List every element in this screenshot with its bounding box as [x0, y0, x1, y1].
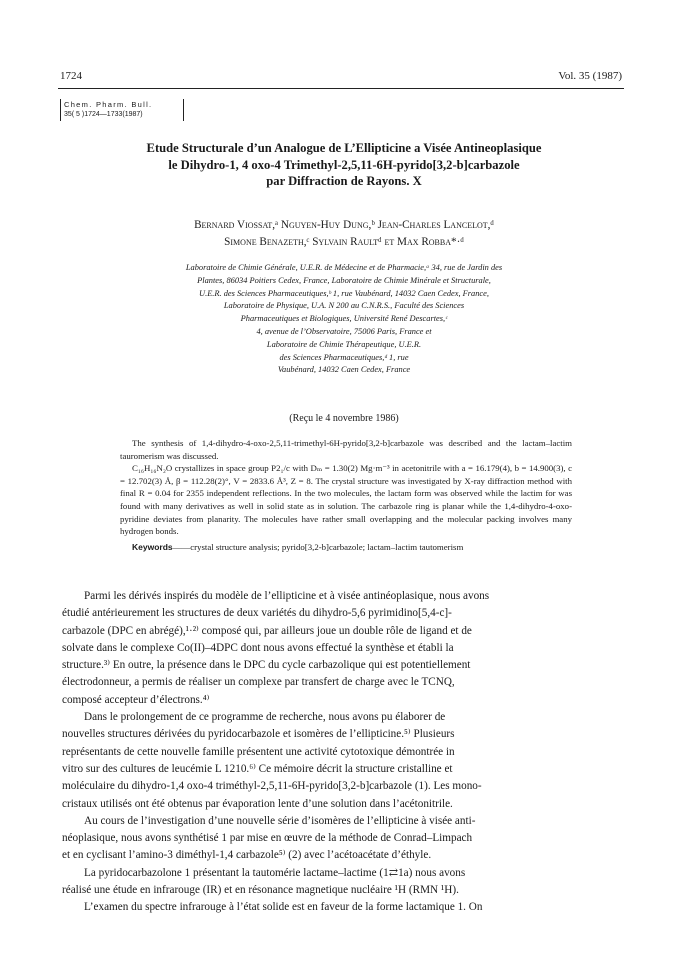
body-paragraph-3 [62, 813, 626, 865]
affiliation-line: 4, avenue de l’Observatoire, 75006 Paris, France et [256, 326, 432, 336]
body-line: composé accepteur d’électrons.⁴⁾ [62, 693, 210, 706]
page-number: 1724 [60, 70, 82, 82]
body-line: vitro sur des cultures de leucémie L 1210.⁶⁾ Ce mémoire décrit la structure cristalline et [62, 762, 453, 775]
body-line: cristaux utilisés ont été obtenus par évaporation lente d’une solution dans l’acétonitrile. [62, 797, 453, 810]
citation-reference: 35( 5 )1724—1733(1987) [64, 111, 143, 118]
keywords-line [120, 541, 572, 554]
body-line: La pyridocarbazolone 1 présentant la tautomérie lactame–lactime (1⇄1a) nous avons [84, 866, 466, 879]
affiliation-line: Vaubénard, 14032 Caen Cedex, France [277, 365, 411, 375]
author-list [70, 217, 618, 251]
body-line: étudié antérieurement les structures de deux variétés du dihydro-5,6 pyrimidino[5,4-c]- [62, 607, 452, 620]
keywords-text: ——crystal structure analysis; pyrido[3,2-b]carbazole; lactam–lactim tautomerism [172, 541, 464, 552]
body-line: électrodonneur, a permis de réaliser un complexe par transfert de charge avec le TCNQ, [62, 676, 455, 689]
header-rule [58, 88, 624, 89]
body-line: moléculaire du dihydro-1,4 oxo-4 triméthyl-2,5,11-6H-pyrido[3,2-b]carbazole (1). Les mono- [62, 780, 482, 793]
affiliation-line: Plantes, 86034 Poitiers Cedex, France, Laboratoire de Chimie Minérale et Structurale, [197, 275, 491, 285]
body-line: structure.³⁾ En outre, la présence dans le DPC du cycle carbazolique qui est potentiellement [62, 659, 471, 672]
body-line: Au cours de l’investigation d’une nouvelle série d’isomères de l’ellipticine à visée anti- [84, 814, 476, 827]
body-paragraph-1 [62, 588, 626, 709]
body-paragraph-5 [62, 899, 626, 916]
body-line: réalisé une étude en infrarouge (IR) et en résonance magnetique nucléaire ¹H (RMN ¹H). [62, 884, 459, 897]
body-paragraph-2 [62, 709, 626, 813]
volume-label: Vol. 35 (1987) [558, 70, 622, 82]
affiliation-line: des Sciences Pharmaceutiques,ᵈ 1, rue [279, 352, 409, 362]
authors-line-2: Simone Benazeth,ᶜ Sylvain Raultᵈ et Max Robba*·ᵈ [224, 236, 464, 248]
affiliation-line: Laboratoire de Chimie Thérapeutique, U.E.R. [266, 339, 422, 349]
title-line-1: Etude Structurale d’un Analogue de L’Ellipticine a Visée Antineoplasique [146, 141, 542, 155]
body-line: L’examen du spectre infrarouge à l’état solide est en faveur de la forme lactamique 1. On [84, 901, 483, 914]
body-line: carbazole (DPC en abrégé),¹·²⁾ composé qui, par ailleurs joue un double rôle de ligand et de [62, 624, 472, 637]
abstract-paragraph-2: C₁₆H₁₆N₂O crystallizes in space group P2₁/c with Dₘ = 1.30(2) Mg·m⁻³ in acetonitrile with a = 16.179(4), b = 14.900(3), c = 12.702(3) Å, β = 112.28(2)°, V = 2833.6 Å³, Z = 8. The crystal structure was investigated by X-ray diffraction method with final R = 0.04 for 2355 independent reflections. In the two molecules, the lactam form was observed while the lactim for was found with many derivatives as well in solid state as in solution. The carbazole ring is planar while the 1,4-dihydro-4-oxo-pyridine deviates from planarity. The molecules have rather small overlapping and the molecular packing involves many hydrogen bonds. [120, 463, 572, 537]
citation-journal: Chem. Pharm. Bull. [64, 100, 153, 109]
keywords-label: Keywords [132, 541, 173, 552]
affiliations [100, 262, 588, 377]
received-date: (Reçu le 4 novembre 1986) [289, 413, 399, 424]
citation-box [60, 99, 184, 121]
article-body [62, 588, 626, 917]
abstract-paragraph-1: The synthesis of 1,4-dihydro-4-oxo-2,5,11-trimethyl-6H-pyrido[3,2-b]carbazole was described and the lactam–lactim tauromerism was discussed. [120, 438, 572, 461]
article-title [70, 140, 618, 190]
affiliation-line: U.E.R. des Sciences Pharmaceutiques,ᵇ 1, rue Vaubénard, 14032 Caen Cedex, France, [199, 288, 489, 298]
body-line: néoplasique, nous avons synthétisé 1 par mise en œuvre de la méthode de Conrad–Limpach [62, 832, 473, 845]
body-line: Parmi les dérivés inspirés du modèle de l’ellipticine et à visée antinéoplasique, nous avons [84, 590, 490, 602]
abstract [120, 437, 572, 553]
body-line: Dans le prolongement de ce programme de recherche, nous avons pu élaborer de [84, 711, 446, 724]
title-line-3: par Diffraction de Rayons. X [266, 174, 422, 188]
body-line: solvate dans le complexe Co(II)–4DPC dont nous avons effectué la synthèse et établi la [62, 641, 454, 654]
affiliation-line: Pharmaceutiques et Biologiques, Université René Descartes,ᶜ [240, 314, 448, 324]
body-line: et en cyclisant l’amino-3 diméthyl-1,4 carbazole⁵⁾ (2) avec l’acétoacétate d’éthyle. [62, 849, 432, 862]
title-line-2: le Dihydro-1, 4 oxo-4 Trimethyl-2,5,11-6H-pyrido[3,2-b]carbazole [168, 157, 520, 172]
authors-line-1: Bernard Viossat,ᵃ Nguyen-Huy Dung,ᵇ Jean-Charles Lancelot,ᵈ [194, 219, 494, 231]
body-line: représentants de cette nouvelle famille présentent une activité cytotoxique démontrée in [62, 745, 455, 758]
body-paragraph-4 [62, 865, 626, 900]
body-line: nouvelles structures dérivées du pyridocarbazole et isomères de l’ellipticine.⁵⁾ Plusieurs [62, 728, 455, 741]
affiliation-line: Laboratoire de Physique, U.A. N 200 au C.N.R.S., Faculté des Sciences [223, 301, 465, 311]
affiliation-line: Laboratoire de Chimie Générale, U.E.R. de Médecine et de Pharmacie,ᵃ 34, rue de Jardin des [185, 263, 503, 272]
